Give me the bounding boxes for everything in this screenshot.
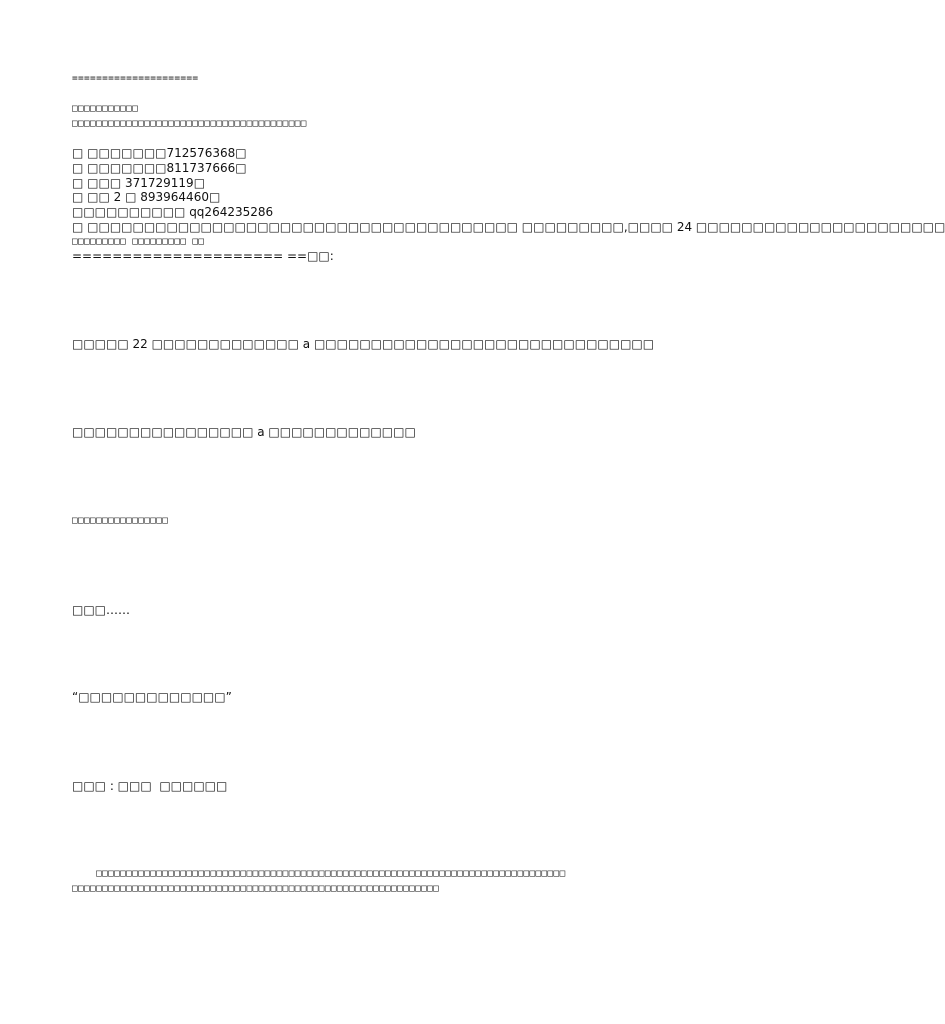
header-rule-bottom: ===================== ==□□: — [72, 249, 334, 263]
paragraph-3: □□□□□□□□□□□□□□□□ — [72, 515, 169, 526]
notice-line-2: □□□□□□□□□ □□□□□□□□□ □□ — [72, 236, 205, 247]
paragraph-6: □□□ : □□□ □□□□□□ — [72, 779, 228, 793]
contact-line-2: □ □□□□□□□811737666□ — [72, 161, 247, 175]
contact-line-5: □□□□□□□□□□ qq264235286 — [72, 205, 274, 219]
paragraph-7-line-1: □□□□□□□□□□□□□□□□□□□□□□□□□□□□□□□□□□□□□□□□□□□□□□□□□□□□□□□□□□□□□□□□□□□□□□□□□□□□□□ — [72, 868, 566, 879]
notice-line-1: □ □□□□□□□□□□□□□□□□□□□□□□□□□□□□□□□□□□□□□□ □□□□□□□□□,□□□□ 24 □□□□□□□□□□□□□□□□□□□□□□ — [72, 220, 945, 234]
header-rule-top: ===================== — [72, 73, 199, 84]
header-subtitle: □□□□□□□□□□□□□□□□□□□□□□□□□□□□□□□□□□□□□□□ — [72, 118, 307, 129]
paragraph-7-line-2: □□□□□□□□□□□□□□□□□□□□□□□□□□□□□□□□□□□□□□□□□□□□□□□□□□□□□□□□□□□□□ — [72, 883, 440, 894]
paragraph-1: □□□□□ 22 □□□□□□□□□□□□□ a □□□□□□□□□□□□□□□□□□□□□□□□□□□□□□ — [72, 337, 655, 351]
contact-line-1: □ □□□□□□□712576368□ — [72, 146, 247, 160]
contact-line-4: □ □□ 2 □ 893964460□ — [72, 190, 221, 204]
paragraph-5-quote: “□□□□□□□□□□□□□” — [72, 690, 232, 704]
header-title: □□□□□□□□□□□ — [72, 103, 139, 114]
paragraph-2: □□□□□□□□□□□□□□□□ a □□□□□□□□□□□□□ — [72, 425, 416, 439]
contact-line-3: □ □□□ 371729119□ — [72, 176, 206, 190]
paragraph-4: □□□…… — [72, 603, 131, 617]
